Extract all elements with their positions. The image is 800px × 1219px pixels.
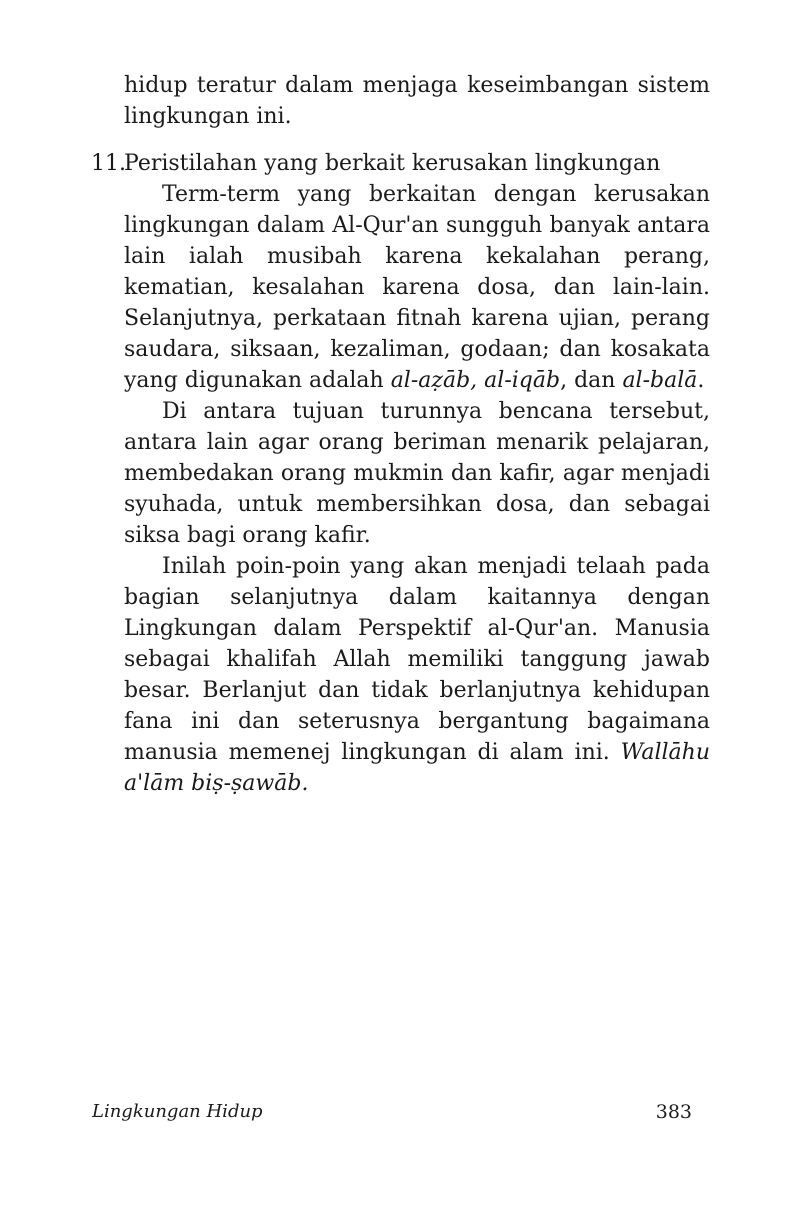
section-heading-text: Peristilahan yang berkait kerusakan lingkungan (124, 151, 661, 176)
page-number: 383 (655, 1101, 692, 1123)
section-heading (91, 148, 710, 179)
running-footer-title: Lingkungan Hidup (92, 1101, 263, 1122)
paragraph-purpose: Di antara tujuan turunnya bencana tersebut, antara lain agar orang beriman menarik pelajaran, membedakan orang mukmin dan kafir, agar menjadi syuhada, untuk membersihkan dosa, dan sebagai siksa bagi orang kafir. (124, 399, 710, 548)
paragraph-terms-text: Term-term yang berkaitan dengan kerusakan lingkungan dalam Al-Qur'an sungguh banyak antara lain ialah musibah karena kekalahan perang, kematian, kesalahan karena dosa, dan lain-lain. Selanjutnya, perkataan fitnah karena ujian, perang saudara, siksaan, kezaliman, godaan; dan kosakata yang digunakan adalah (124, 182, 710, 393)
closing-phrase: Wallāhu a'lām biṣ-ṣawāb. (124, 740, 710, 796)
italic-arabic-term-last: al-balā (622, 368, 698, 393)
page-body (91, 70, 710, 799)
paragraph-terms (124, 179, 710, 396)
paragraph-conclusion (124, 551, 710, 799)
section-number: 11. (91, 151, 126, 176)
italic-arabic-terms: al-aẓāb, al-iqāb (390, 368, 561, 393)
paragraph-terms-end: . (697, 368, 705, 393)
intro-paragraph: hidup teratur dalam menjaga keseimbangan sistem lingkungan ini. (124, 73, 710, 129)
paragraph-terms-connector: , dan (560, 368, 623, 393)
paragraph-conclusion-text: Inilah poin-poin yang akan menjadi telaah pada bagian selanjutnya dalam kaitannya dengan Lingkungan dalam Perspektif al-Qur'an. Manusia sebagai khalifah Allah memiliki tanggung jawab besar. Berlanjut dan tidak berlanjutnya kehidupan fana ini dan seterusnya bergantung bagaimana manusia memenej lingkungan di alam ini. (124, 554, 710, 765)
